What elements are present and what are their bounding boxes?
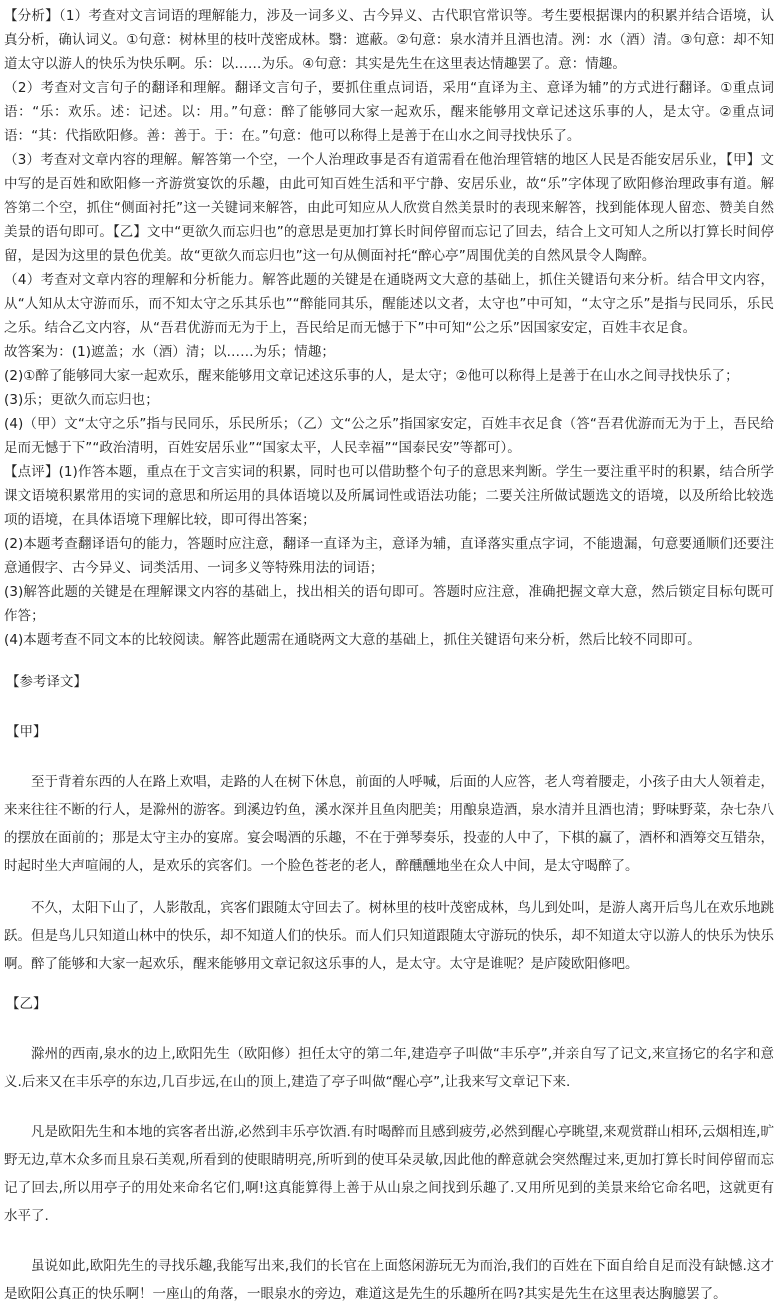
jia-paragraph-1: 至于背着东西的人在路上欢唱，走路的人在树下休息，前面的人呼喊，后面的人应答，老人弯着腰走，小孩子由大人领着走，来来往往不断的行人，是滁州的游客。到溪边钓鱼，溪水深并且鱼肉肥美；用酿泉造酒，泉水清并且酒也清；野味野菜，杂七杂八的摆放在面前的；那是太守主办的宴席。宴会喝酒的乐趣，不在于弹琴奏乐，投壶的人中了，下棋的赢了，酒杯和酒筹交互错杂，时起时坐大声喧闹的人，是欢乐的宾客们。一个脸色苍老的老人，醉醺醺地坐在众人中间，是太守喝醉了。 [4,774,774,874]
analysis-paragraph-3: （3）考查对文章内容的理解。解答第一个空，一个人治理政事是否有道需看在他治理管辖的地区人民是否能安居乐业，【甲】文中写的是百姓和欧阳修一齐游赏宴饮的乐趣，由此可知百姓生活和平宁静、安居乐业，故“乐”字体现了欧阳修治理政事有道。解答第二个空，抓住“侧面衬托”这一关键词来解答，由此可知应从人欣赏自然美景时的表现来解答，找到能体现人留恋、赞美自然美景的语句即可。【乙】文中“更欲久而忘归也”的意思是更加打算长时间停留而忘记了回去，结合上文可知人之所以打算长时间停留，是因为这里的景色优美。故“更欲久而忘归也”这一句从侧面衬托“醉心亭”周围优美的自然风景令人陶醉。 [4,152,774,264]
translation-title: 【参考译文】 [6,674,87,690]
analysis-section [4,4,774,652]
analysis-paragraph-2: （2）考查对文言句子的翻译和理解。翻译文言句子，要抓住重点词语，采用“直译为主、意译为辅”的方式进行翻译。①重点词语：“乐：欢乐。述：记述。以：用。”句意：醉了能够同大家一起欢乐，醒来能够用文章记述这乐事的人，是太守。②重点词语：“其：代指欧阳修。善：善于。于：在。”句意：他可以称得上是善于在山水之间寻找快乐了。 [4,80,774,144]
answer-3: (3)乐；更欲久而忘归也； [4,392,159,408]
answer-4: (4)（甲）文“太守之乐”指与民同乐，乐民所乐；（乙）文“公之乐”指国家安定，百姓丰衣足食（答“吾君优游而无为于上，吾民给足而无憾于下”“政治清明，百姓安居乐业”“国家太平，人民幸福”“国泰民安”等都可）。 [4,416,774,456]
jia-heading: 【甲】 [6,724,47,740]
yi-heading: 【乙】 [6,996,47,1012]
comment-1: 【点评】(1)作答本题，重点在于文言实词的积累，同时也可以借助整个句子的意思来判断。学生一要注重平时的积累，结合所学课文语境积累常用的实词的意思和所运用的具体语境以及所属词性或语法功能；二要关注所做试题选文的语境，以及所给比较选项的语境，在具体语境下理解比较，即可得出答案； [4,464,774,528]
translation-section [4,670,774,1308]
comment-3: (3)解答此题的关键是在理解课文内容的基础上，找出相关的语句即可。答题时应注意，准确把握文章大意，然后锁定目标句既可作答； [4,584,774,624]
comment-2: (2)本题考查翻译语句的能力，答题时应注意，翻译一直译为主，意译为辅，直译落实重点字词，不能遗漏，句意要通顺们还要注意通假字、古今异义、词类活用、一词多义等特殊用法的词语； [4,536,774,576]
yi-paragraph-1: 滁州的西南,泉水的边上,欧阳先生（欧阳修）担任太守的第二年,建造亭子叫做“丰乐亭”,并亲自写了记文,来宣扬它的名字和意义.后来又在丰乐亭的东边,几百步远,在山的顶上,建造了亭子叫做“醒心亭”,让我来写文章记下来. [4,1046,774,1090]
answer-2: (2)①醉了能够同大家一起欢乐，醒来能够用文章记述这乐事的人，是太守；②他可以称得上是善于在山水之间寻找快乐了； [4,368,739,384]
comment-4: (4)本题考查不同文本的比较阅读。解答此题需在通晓两文大意的基础上，抓住关键语句来分析，然后比较不同即可。 [4,632,701,648]
analysis-paragraph-1: 【分析】（1）考查对文言词语的理解能力，涉及一词多义、古今异义、古代职官常识等。考生要根据课内的积累并结合语境，认真分析，确认词义。①句意：树林里的枝叶茂密成林。翳：遮蔽。②句意：泉水清并且酒也清。洌：水（酒）清。③句意：却不知道太守以游人的快乐为快乐啊。乐：以……为乐。④句意：其实是先生在这里表达情趣罢了。意：情趣。 [4,8,774,72]
answer-intro: 故答案为：(1)遮盖；水（酒）清；以……为乐；情趣； [4,344,335,360]
analysis-paragraph-4: （4）考查对文章内容的理解和分析能力。解答此题的关键是在通晓两文大意的基础上，抓住关键语句来分析。结合甲文内容，从“人知从太守游而乐，而不知太守之乐其乐也”“醉能同其乐，醒能述以文者，太守也”中可知，“太守之乐”是指与民同乐，乐民之乐。结合乙文内容，从“吾君优游而无为于上，吾民给足而无憾于下”中可知“公之乐”因国家安定，百姓丰衣足食。 [4,272,774,336]
jia-paragraph-2: 不久，太阳下山了，人影散乱，宾客们跟随太守回去了。树林里的枝叶茂密成林，鸟儿到处叫，是游人离开后鸟儿在欢乐地跳跃。但是鸟儿只知道山林中的快乐，却不知道人们的快乐。而人们只知道跟随太守游玩的快乐，却不知道太守以游人的快乐为快乐啊。醉了能够和大家一起欢乐，醒来能够用文章记叙这乐事的人，是太守。太守是谁呢？是庐陵欧阳修吧。 [4,900,774,972]
yi-paragraph-2: 凡是欧阳先生和本地的宾客者出游,必然到丰乐亭饮酒.有时喝醉而且感到疲劳,必然到醒心亭眺望,来观赏群山相环,云烟相连,旷野无边,草木众多而且泉石美观,所看到的使眼睛明亮,所听到的使耳朵灵敏,因此他的醉意就会突然醒过来,更加打算长时间停留而忘记了回去,所以用亭子的用处来命名它们,啊!这真能算得上善于从山泉之间找到乐趣了.又用所见到的美景来给它命名吧，这就更有水平了. [4,1124,774,1224]
yi-paragraph-3: 虽说如此,欧阳先生的寻找乐趣,我能写出来,我们的长官在上面悠闲游玩无为而治,我们的百姓在下面自给自足而没有缺憾.这才是欧阳公真正的快乐啊！一座山的角落，一眼泉水的旁边，难道这是先生的乐趣所在吗?其实是先生在这里表达胸臆罢了。 [4,1258,774,1302]
